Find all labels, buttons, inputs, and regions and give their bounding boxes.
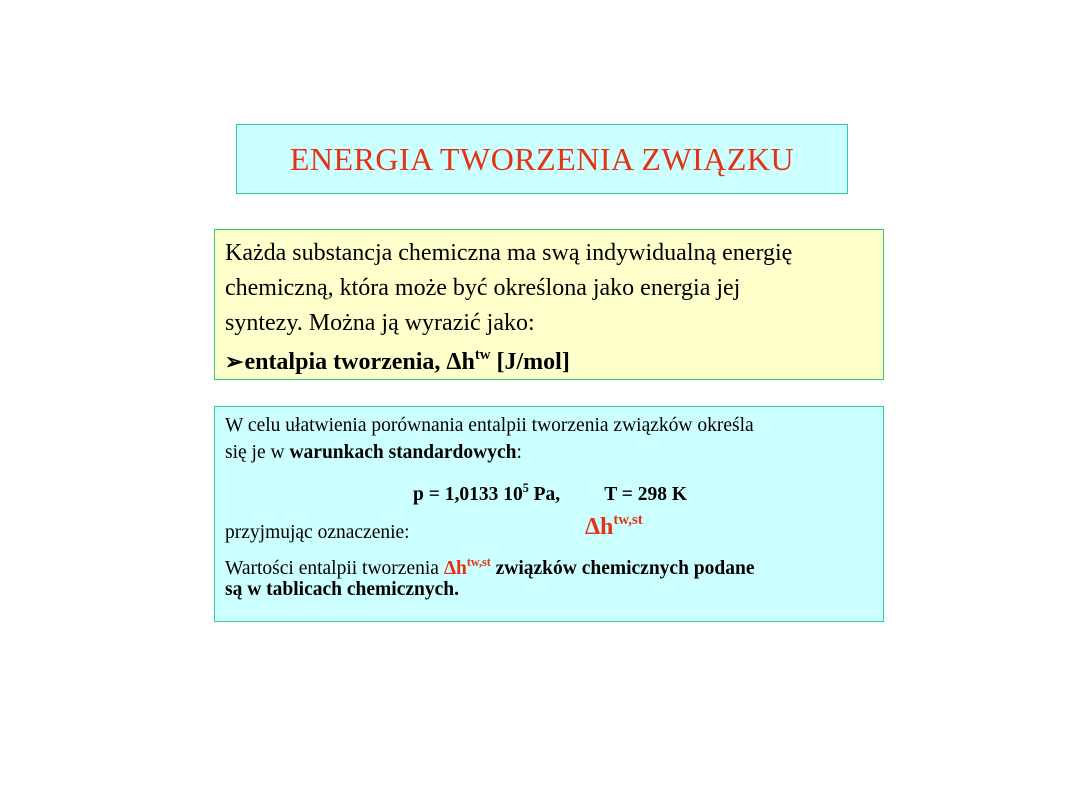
temperature-formula: T = 298 K [604,484,687,505]
enthalpy-superscript: tw [474,347,491,364]
enthalpy-unit: [J/mol] [490,349,570,375]
standard-conditions-formula [225,480,875,506]
pressure-formula: p = 1,0133 $10^5$ Pa, [413,480,561,505]
page-title: ENERGIA TWORZENIA ZWIĄZKU [289,140,795,177]
title-box [236,124,848,194]
tables-note-symbol: $\Delta h^{tw,st}$ [443,554,491,579]
tables-note: Wartości entalpii tworzenia $\Delta h^{tw,st}$ związków chemicznych podane są w tablicach chemicznych. [225,554,755,600]
standard-conditions-term: warunkach standardowych [289,442,517,463]
standard-conditions-box [214,406,884,622]
arrow-bullet-icon: ➢ [225,349,244,374]
standard-line-1: W celu ułatwienia porównania entalpii tworzenia związków określa [225,415,754,436]
intro-line-2: chemiczną, która może być określona jako energia jej [225,275,741,301]
notation-label: przyjmując oznaczenie: [225,522,410,543]
intro-box [214,229,884,380]
intro-line-1: Każda substancja chemiczna ma swą indywidualną energię [225,240,793,266]
notation-symbol: $\Delta h^{tw,st}$ [585,512,643,540]
standard-line-2: się je w warunkach standardowych: [225,442,522,463]
intro-line-3: syntezy. Można ją wyrazić jako: [225,310,535,336]
notation-line [225,512,875,550]
enthalpy-bullet-text: entalpia tworzenia, $\Delta h^{tw}$ [J/mol] [244,347,570,375]
enthalpy-bullet [225,344,875,380]
